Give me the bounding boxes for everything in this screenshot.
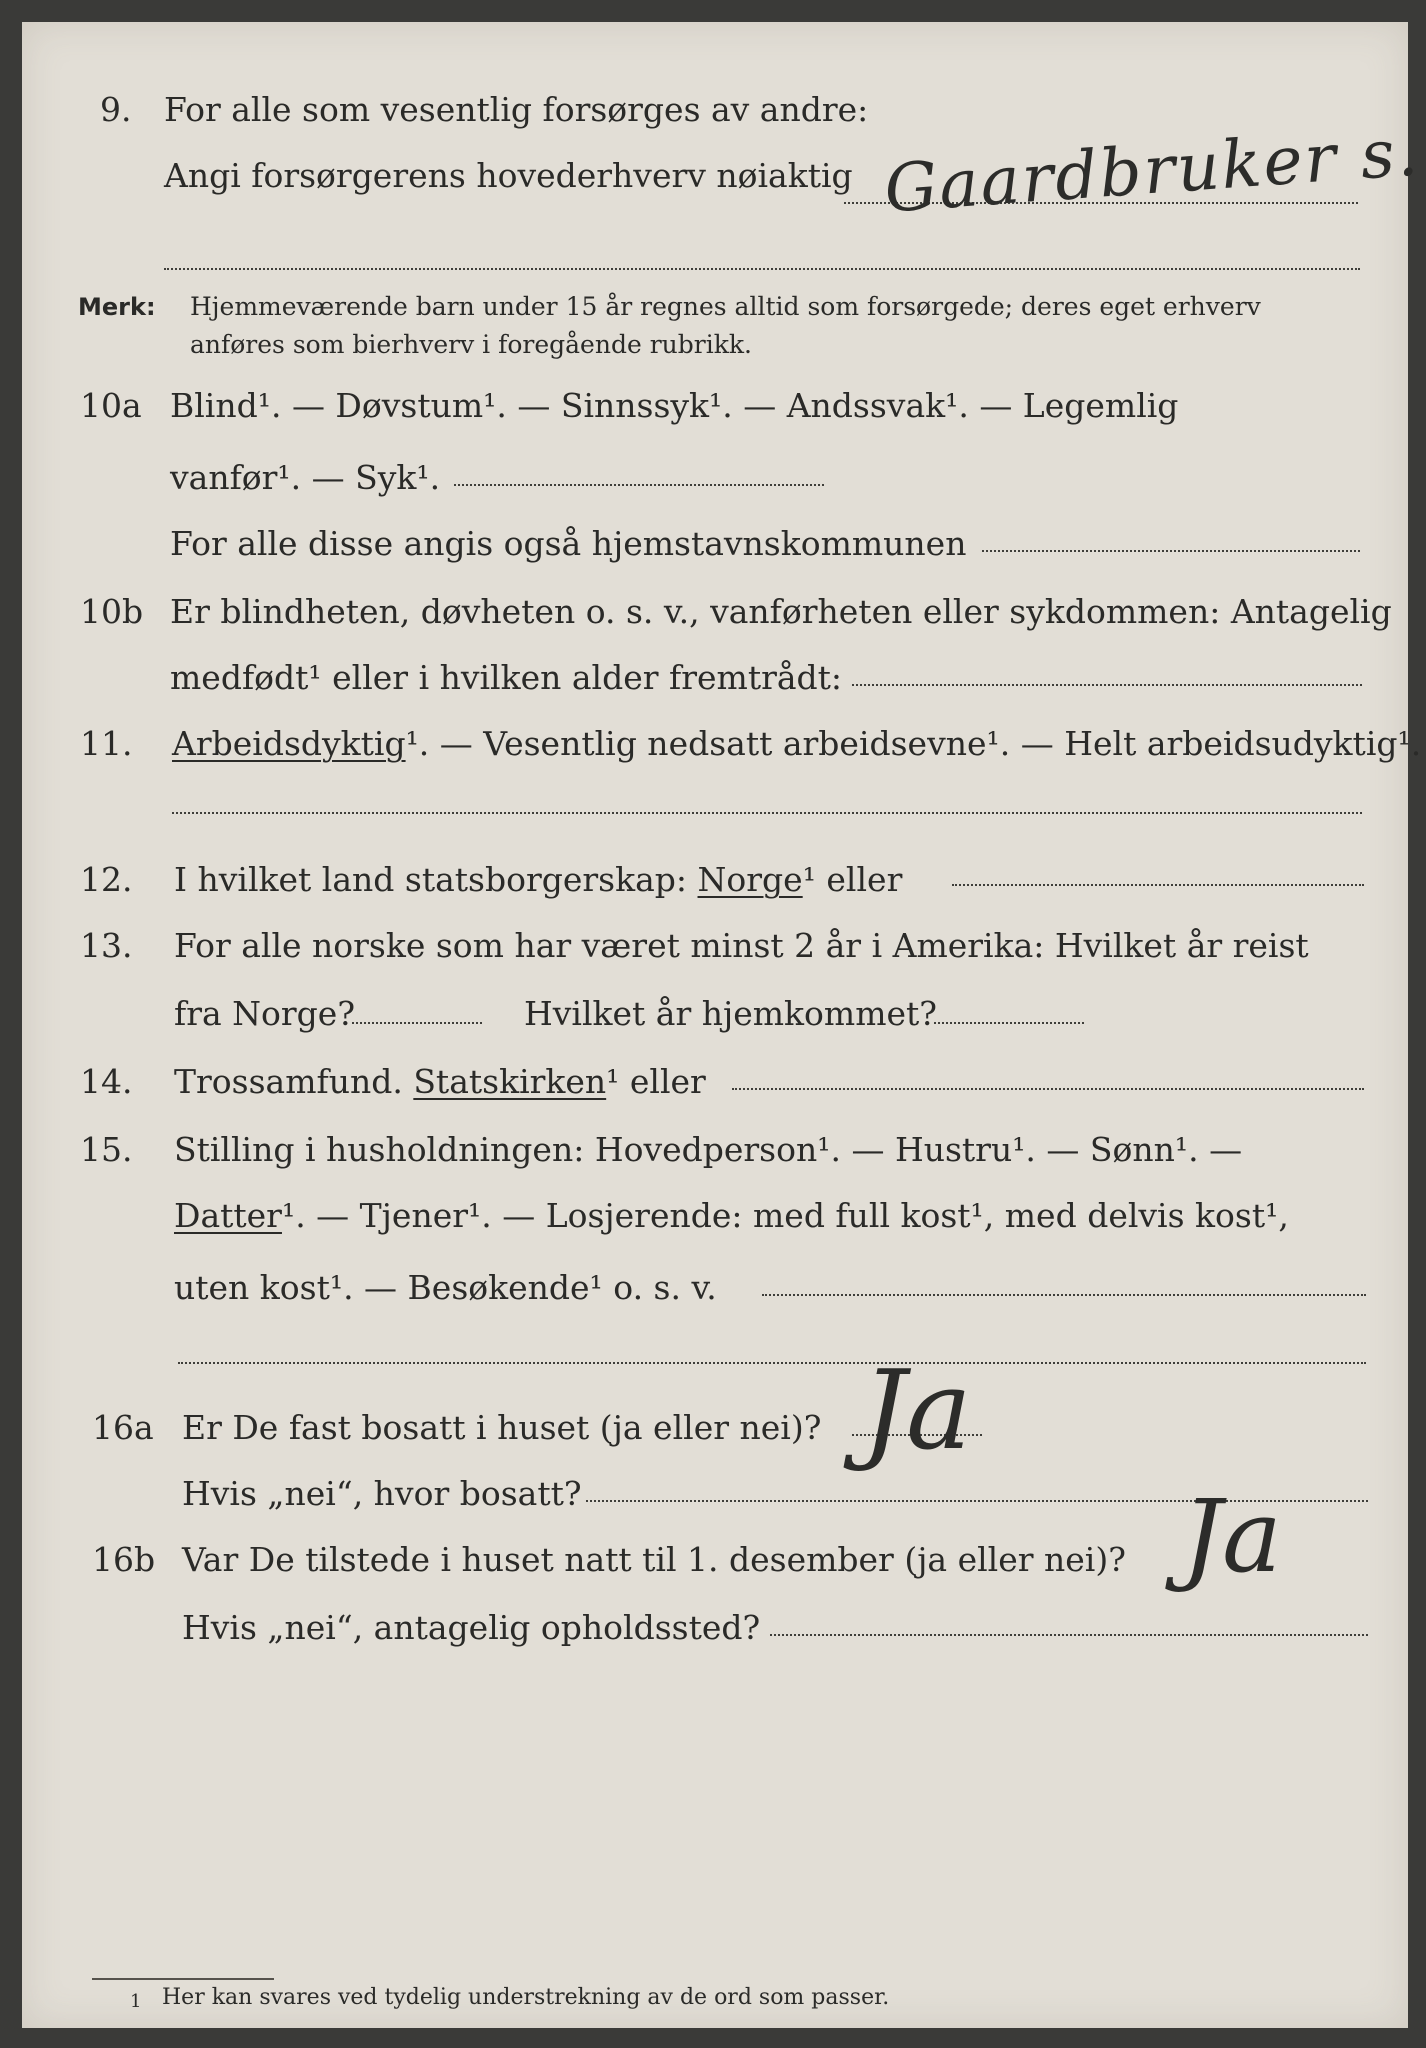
- q14-number: 14.: [80, 1062, 133, 1101]
- merk-line2: anføres som bierhverv i foregående rubrikk.: [190, 330, 752, 359]
- q16b-handwritten-answer: Ja: [1182, 1478, 1282, 1595]
- q12-line: I hvilket land statsborgerskap: Norge¹ eller: [174, 860, 903, 899]
- q15-line3: uten kost¹. — Besøkende¹ o. s. v.: [174, 1268, 717, 1307]
- q11-number: 11.: [80, 724, 133, 763]
- q9-number: 9.: [100, 90, 132, 129]
- q16a-handwritten-answer: Ja: [862, 1346, 972, 1474]
- q14-answer-line: [732, 1088, 1364, 1090]
- q14-selected-option: Statskirken: [413, 1062, 607, 1101]
- q12-answer-line: [952, 884, 1364, 886]
- q16b-line1: Var De tilstede i huset natt til 1. desember (ja eller nei)?: [182, 1540, 1126, 1579]
- q16b-number: 16b: [92, 1540, 156, 1579]
- q10a-line1: Blind¹. — Døvstum¹. — Sinnssyk¹. — Andssvak¹. — Legemlig: [170, 386, 1179, 425]
- q13-line1: For alle norske som har været minst 2 år i Amerika: Hvilket år reist: [174, 926, 1309, 965]
- q15-answer-line: [762, 1294, 1366, 1296]
- q13-line2b: Hvilket år hjemkommet?: [524, 994, 937, 1033]
- q15-line2: Datter¹. — Tjener¹. — Losjerende: med full kost¹, med delvis kost¹,: [174, 1196, 1289, 1235]
- q14-line: Trossamfund. Statskirken¹ eller: [174, 1062, 706, 1101]
- q12-selected-option: Norge: [697, 860, 803, 899]
- q16a-line1: Er De fast bosatt i huset (ja eller nei)?: [182, 1408, 822, 1447]
- q9-line1: For alle som vesentlig forsørges av andre:: [164, 90, 869, 129]
- q10b-number: 10b: [80, 592, 144, 631]
- q13-hjemkommet-line: [934, 1022, 1084, 1024]
- footnote-rule: [92, 1978, 274, 1980]
- q10a-line2: vanfør¹. — Syk¹.: [170, 458, 441, 497]
- q10b-line2: medfødt¹ eller i hvilken alder fremtrådt:: [170, 658, 843, 697]
- q10a-syk-line: [454, 484, 824, 486]
- q11-line: Arbeidsdyktig¹. — Vesentlig nedsatt arbeidsevne¹. — Helt arbeidsudyktig¹.: [172, 724, 1422, 763]
- q11-extra-line: [172, 812, 1362, 814]
- q10a-hjemstavn-line: [982, 550, 1360, 552]
- q10a-number: 10a: [80, 386, 142, 425]
- q16a-line2: Hvis „nei“, hvor bosatt?: [182, 1474, 582, 1513]
- footnote-text: Her kan svares ved tydelig understrekning av de ord som passer.: [162, 1985, 890, 2010]
- q11-selected-option: Arbeidsdyktig: [172, 724, 406, 763]
- q13-reist-line: [352, 1022, 482, 1024]
- q15-selected-option: Datter: [174, 1196, 282, 1235]
- q9-handwritten-answer: Gaardbruker s.: [881, 113, 1423, 228]
- q13-number: 13.: [80, 926, 133, 965]
- q9-line2: Angi forsørgerens hovederhverv nøiaktig: [164, 156, 853, 195]
- q10a-line3: For alle disse angis også hjemstavnskommunen: [170, 524, 967, 563]
- merk-label: Merk:: [78, 293, 156, 321]
- q10b-answer-line: [852, 684, 1362, 686]
- q15-line1: Stilling i husholdningen: Hovedperson¹. — Hustru¹. — Sønn¹. —: [174, 1130, 1243, 1169]
- q16a-number: 16a: [92, 1408, 154, 1447]
- q12-number: 12.: [80, 860, 133, 899]
- q10b-line1: Er blindheten, døvheten o. s. v., vanførheten eller sykdommen: Antagelig: [170, 592, 1392, 631]
- q16b-line2: Hvis „nei“, antagelig opholdssted?: [182, 1608, 761, 1647]
- q13-line2a: fra Norge?: [174, 994, 356, 1033]
- q15-number: 15.: [80, 1130, 133, 1169]
- footnote-mark: 1: [130, 1991, 142, 2012]
- merk-line1: Hjemmeværende barn under 15 år regnes alltid som forsørgede; deres eget erhverv: [190, 292, 1261, 321]
- q15-extra-line: [178, 1362, 1366, 1364]
- q9-extra-line: [164, 268, 1360, 270]
- q16b-opholdssted-line: [770, 1634, 1368, 1636]
- census-form-page: [22, 22, 1423, 2028]
